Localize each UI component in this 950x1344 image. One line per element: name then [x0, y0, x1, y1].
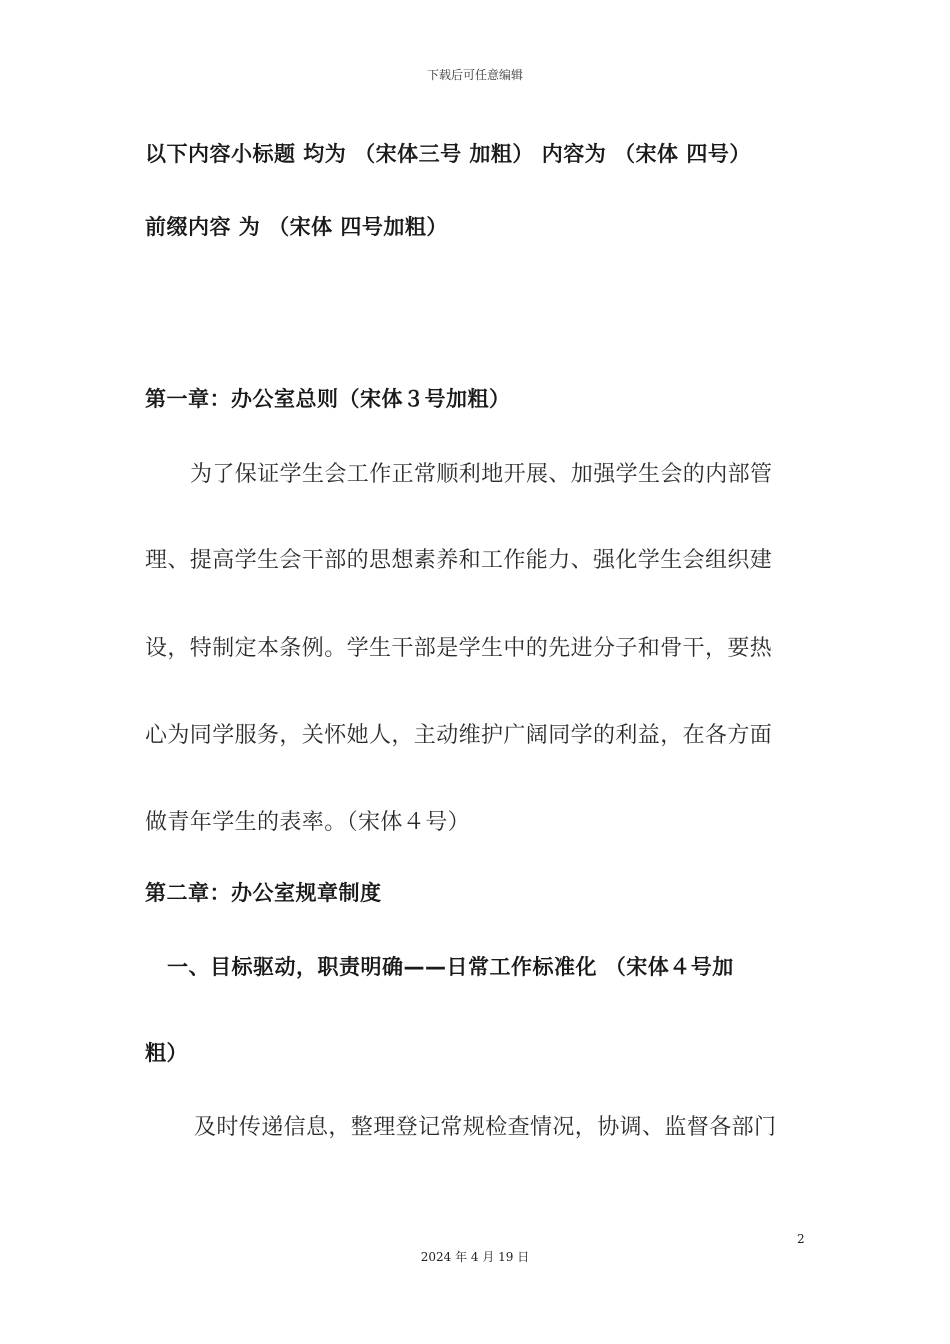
chapter-2-paragraph-line: 及时传递信息，整理登记常规检查情况，协调、监督各部门: [194, 1115, 777, 1140]
chapter-1-title: 第一章：办公室总则（宋体３号加粗）: [145, 387, 511, 411]
chapter-1-paragraph-line: 为了保证学生会工作正常顺利地开展、加强学生会的内部管: [190, 462, 773, 487]
section-1-heading: 一、目标驱动，职责明确——日常工作标准化 （宋体４号加: [167, 955, 734, 979]
footer-date: 2024 年 4 月 19 日: [420, 1250, 530, 1264]
intro-line-2: 前缀内容 为 （宋体 四号加粗）: [145, 215, 448, 239]
chapter-1-paragraph-line: 做青年学生的表率。（宋体４号）: [145, 810, 471, 835]
page-number: 2: [797, 1232, 805, 1246]
chapter-1-paragraph-line: 心为同学服务，关怀她人，主动维护广阔同学的利益，在各方面: [145, 723, 773, 748]
chapter-1-paragraph-line: 理、提高学生会干部的思想素养和工作能力、强化学生会组织建: [145, 548, 773, 573]
chapter-2-title: 第二章：办公室规章制度: [145, 881, 382, 905]
page-header: 下载后可任意编辑: [426, 68, 523, 82]
section-1-heading-continued: 粗）: [145, 1041, 188, 1065]
chapter-1-paragraph-line: 设，特制定本条例。学生干部是学生中的先进分子和骨干，要热: [145, 636, 773, 661]
intro-line-1: 以下内容小标题 均为 （宋体三号 加粗） 内容为 （宋体 四号）: [145, 142, 751, 166]
